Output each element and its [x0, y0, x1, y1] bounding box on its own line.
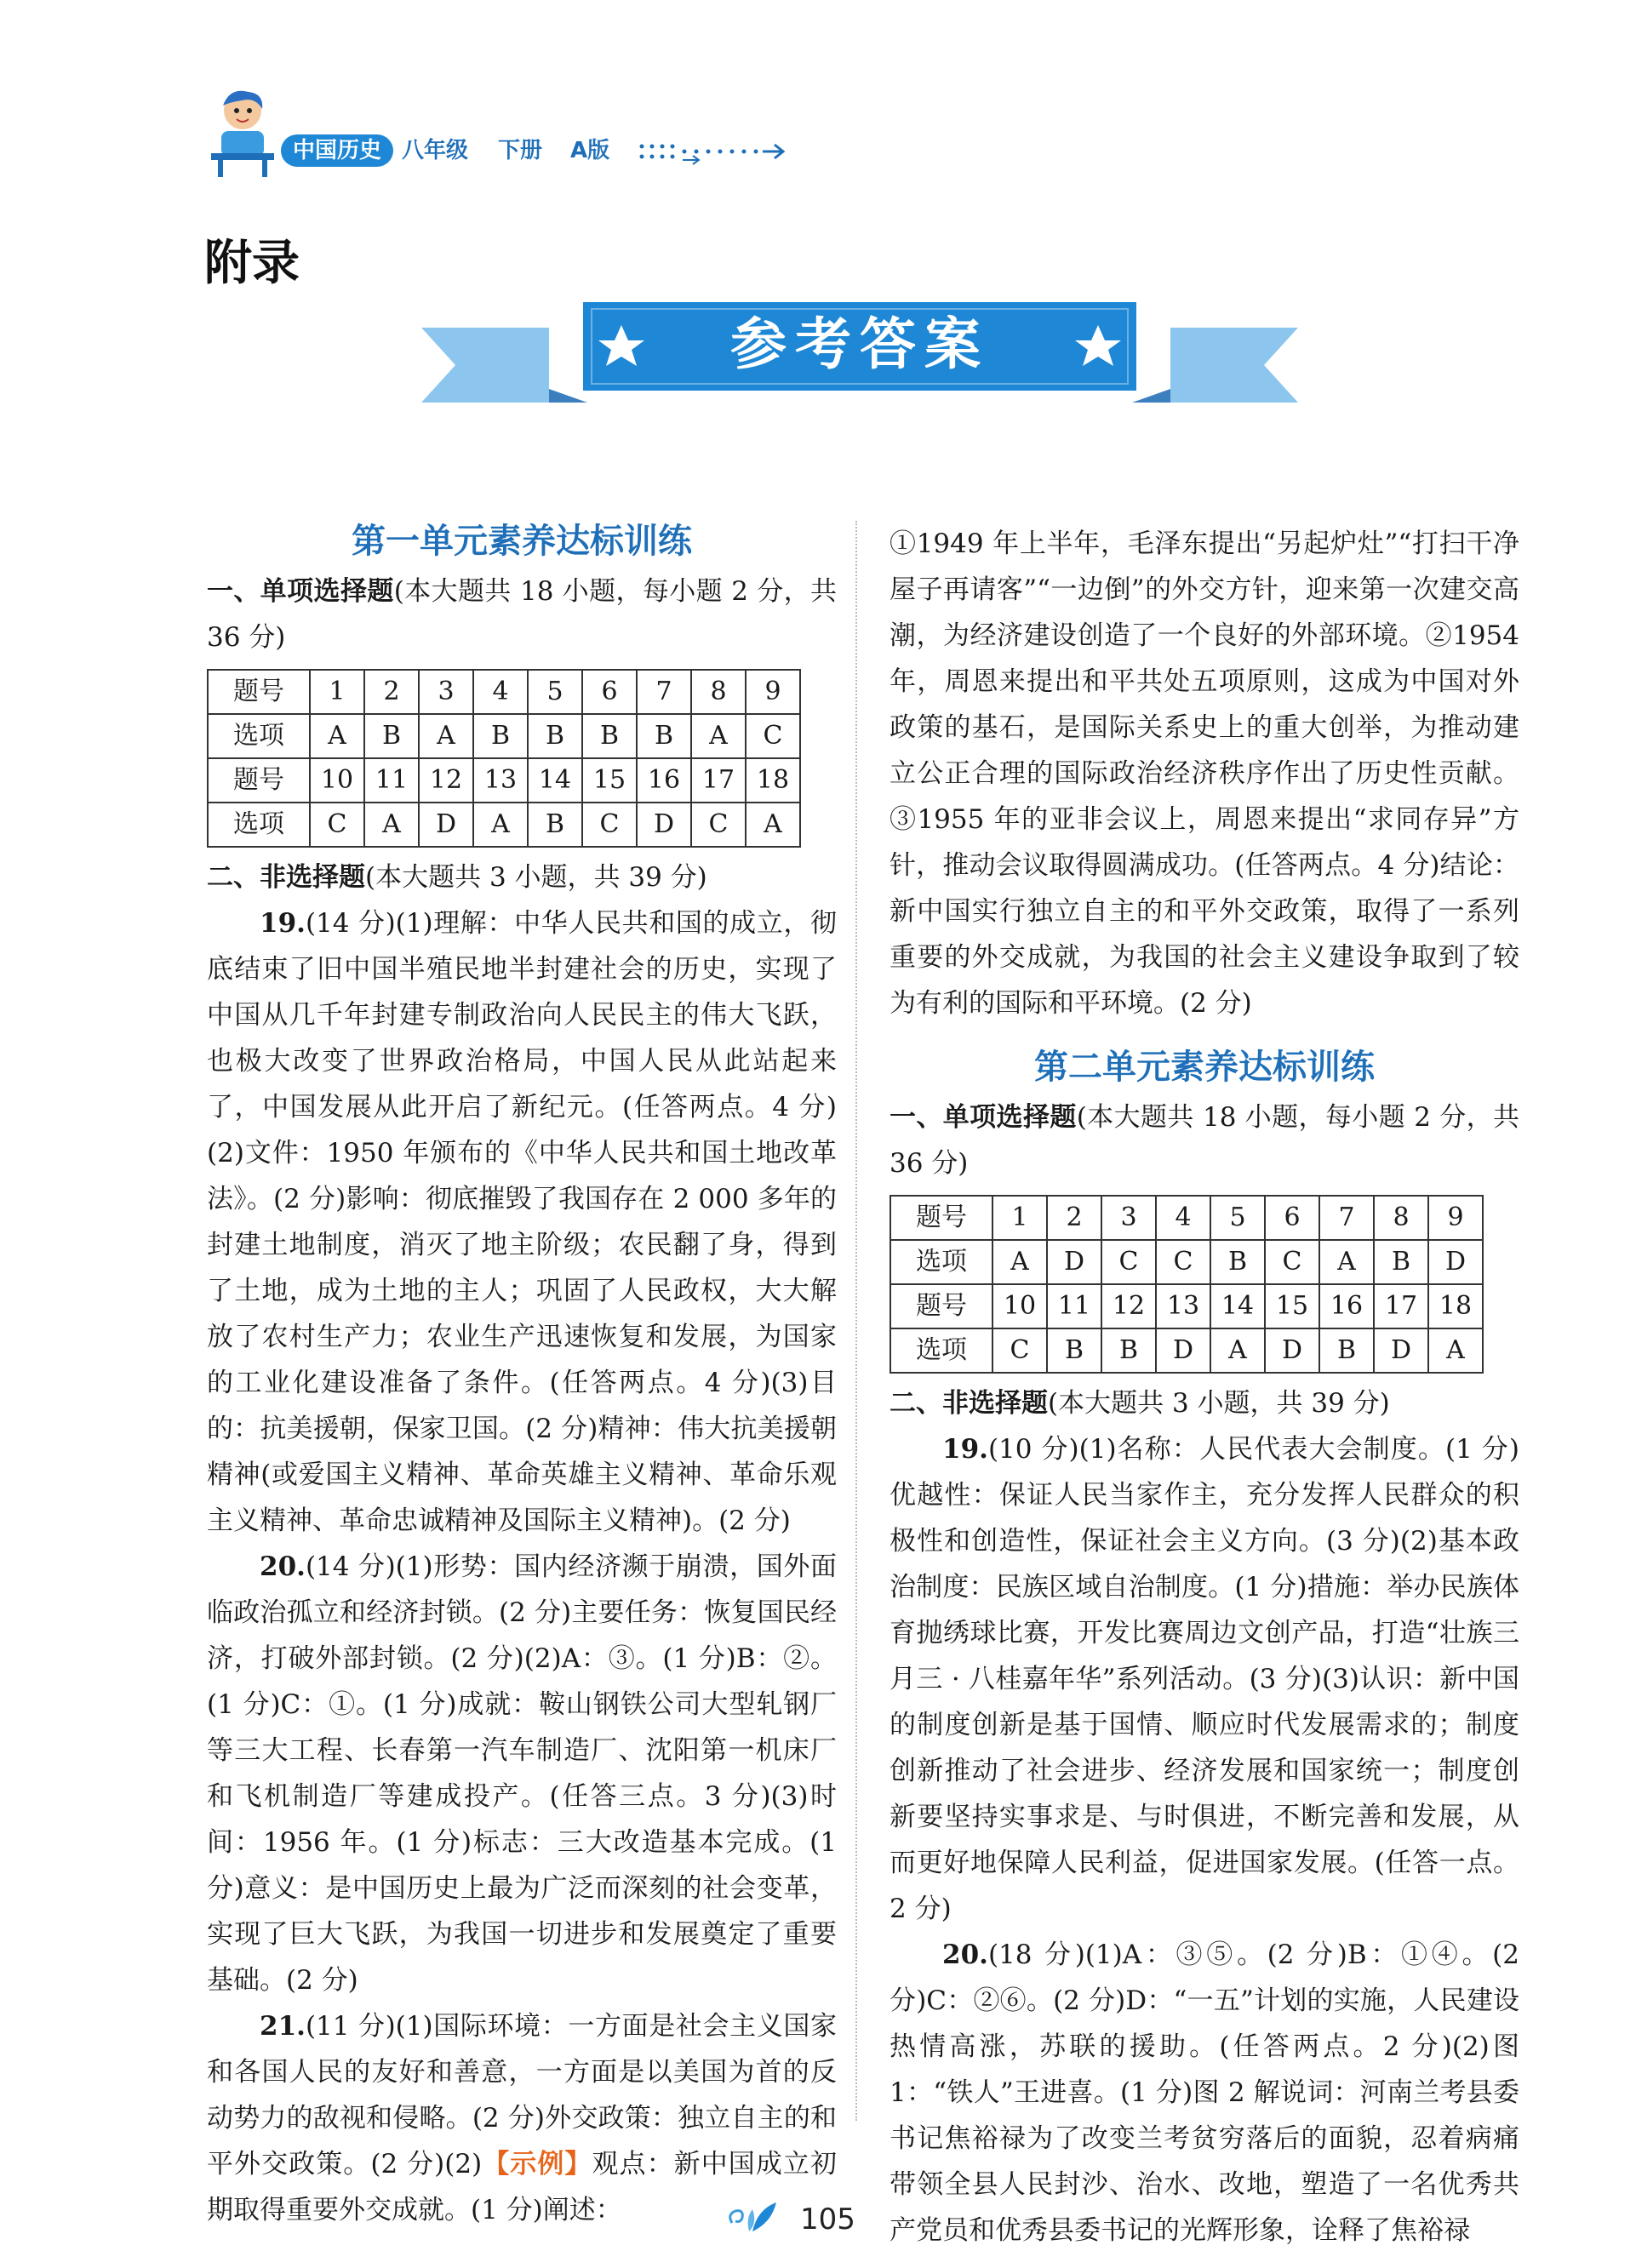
volume-label: 下册 — [498, 138, 543, 163]
table-row: 题号 1 2 3 4 5 6 7 8 9 — [208, 670, 800, 714]
unit2-q19-answer: 19.(10 分)(1)名称：人民代表大会制度。(1 分)优越性：保证人民当家作主，充分发挥人民群众的积极性和创造性，保证社会主义方向。(3 分)(2)基本政治制度：民族区域自治制度。(1 分)措施：举办民族体育抛绣球比赛，开发比赛周边文创产品，打造“壮族三月三 · 八桂嘉年华”系列活动。(3 分)(3)认识：新中国的制度创新是基于国情、顺应时代发展需求的；制度创新推动了社会进步、经济发展和国家统一；制度创新要坚持实事求是、与时俱进，不断完善和发展，从而更好地保障人民利益，促进国家发展。(任答一点。2 分) — [890, 1434, 1519, 1924]
unit1-nonmc-section: 二、非选择题(本大题共 3 小题，共 39 分) — [207, 862, 707, 893]
unit2-mc-section: 一、单项选择题(本大题共 18 小题，每小题 2 分，共 36 分) — [890, 1102, 1519, 1179]
edition-label: A版 — [570, 138, 610, 163]
unit2-answer-table — [890, 1195, 1484, 1374]
dotted-arrow-icon — [638, 140, 792, 165]
unit2-title: 第二单元素养达标训练 — [1034, 1047, 1375, 1087]
table-row: 选项 C B B D A D B D A — [890, 1328, 1483, 1373]
unit1-q21-continuation: ①1949 年上半年，毛泽东提出“另起炉灶”“打扫干净屋子再请客”“一边倒”的外交方针，迎来第一次建交高潮，为经济建设创造了一个良好的外部环境。②1954 年，周恩来提出和平共处五项原则，这成为中国对外政策的基石，是国际关系史上的重大创举，为推动建立公正合理的国际政治经济秩序作出了历史性贡献。③1955 年的亚非会议上，周恩来提出“求同存异”方针，推动会议取得圆满成功。(任答两点。4 分)结论：新中国实行独立自主的和平外交政策，取得了一系列重要的外交成就，为我国的社会主义建设争取到了较为有利的国际和平环境。(2 分) — [890, 528, 1519, 1019]
unit1-q19-answer: 19.(14 分)(1)理解：中华人民共和国的成立，彻底结束了旧中国半殖民地半封建社会的历史，实现了中国从几千年封建专制政治向人民民主的伟大飞跃，也极大改变了世界政治格局，中国人民从此站起来了，中国发展从此开启了新纪元。(任答两点。4 分)(2)文件：1950 年颁布的《中华人民共和国土地改革法》。(2 分)影响：彻底摧毁了我国存在 2 000 多年的封建土地制度，消灭了地主阶级；农民翻了身，得到了土地，成为土地的主人；巩固了人民政权，大大解放了农村生产力；农业生产迅速恢复和发展，为国家的工业化建设准备了条件。(任答两点。4 分)(3)目的：抗美援朝，保家卫国。(2 分)精神：伟大抗美援朝精神(或爱国主义精神、革命英雄主义精神、革命乐观主义精神、革命忠诚精神及国际主义精神)。(2 分) — [207, 908, 837, 1536]
unit2-q20-answer: 20.(18 分)(1)A：③⑤。(2 分)B：①④。(2 分)C：②⑥。(2 分)D：“一五”计划的实施，人民建设热情高涨，苏联的援助。(任答两点。2 分)(2)图 1：“铁人”王进喜。(1 分)图 2 解说词：河南兰考县委书记焦裕禄为了改变兰考贫穷落后的面貌，忍着病痛带领全县人民封沙、治水、改地，塑造了一名优秀共产党员和优秀县委书记的光辉形象，诠释了焦裕禄 — [890, 1940, 1519, 2246]
unit1-title: 第一单元素养达标训练 — [352, 521, 692, 561]
page-header — [204, 85, 851, 179]
unit1-answer-table — [207, 669, 801, 848]
table-row: 题号 1 2 3 4 5 6 7 8 9 — [890, 1196, 1483, 1240]
swirl-leaf-icon — [724, 2197, 783, 2237]
table-row: 选项 A D C C B C A B D — [890, 1240, 1483, 1284]
grade-label: 八年级 — [402, 138, 469, 163]
unit1-mc-section: 一、单项选择题(本大题共 18 小题，每小题 2 分，共 36 分) — [207, 576, 837, 653]
table-row: 选项 A B A B B B B A C — [208, 714, 800, 758]
right-column — [890, 521, 1519, 2254]
page-number: 105 — [800, 2202, 855, 2237]
subject-badge: 中国历史 — [281, 134, 393, 167]
unit1-q20-answer: 20.(14 分)(1)形势：国内经济濒于崩溃，国外面临政治孤立和经济封锁。(2 分)主要任务：恢复国民经济，打破外部封锁。(2 分)(2)A：③。(1 分)B：②。(1 分)C：①。(1 分)成就：鞍山钢铁公司大型轧钢厂等三大工程、长春第一汽车制造厂、沈阳第一机床厂和飞机制造厂等建成投产。(任答三点。3 分)(3)时间：1956 年。(1 分)标志：三大改造基本完成。(1 分)意义：是中国历史上最为广泛而深刻的社会变革，实现了巨大飞跃，为我国一切进步和发展奠定了重要基础。(2 分) — [207, 1551, 837, 1996]
unit2-nonmc-section: 二、非选择题(本大题共 3 小题，共 39 分) — [890, 1388, 1390, 1419]
student-mascot-icon — [204, 85, 281, 179]
table-row: 选项 C A D A B C D C A — [208, 803, 800, 847]
left-column — [207, 511, 837, 2233]
column-divider — [855, 521, 857, 2121]
appendix-heading: 附录 — [204, 236, 300, 291]
table-row: 题号 10 11 12 13 14 15 16 17 18 — [208, 758, 800, 803]
banner-title: 参考答案 — [730, 311, 989, 377]
unit1-q21-answer: 21.(11 分)(1)国际环境：一方面是社会主义国家和各国人民的友好和善意，一方面是以美国为首的反动势力的敌视和侵略。(2 分)外交政策：独立自主的和平外交政策。(2 分)(2)【示例】观点：新中国成立初期取得重要外交成就。(1 分)阐述： — [207, 2011, 837, 2225]
table-row: 题号 10 11 12 13 14 15 16 17 18 — [890, 1284, 1483, 1328]
